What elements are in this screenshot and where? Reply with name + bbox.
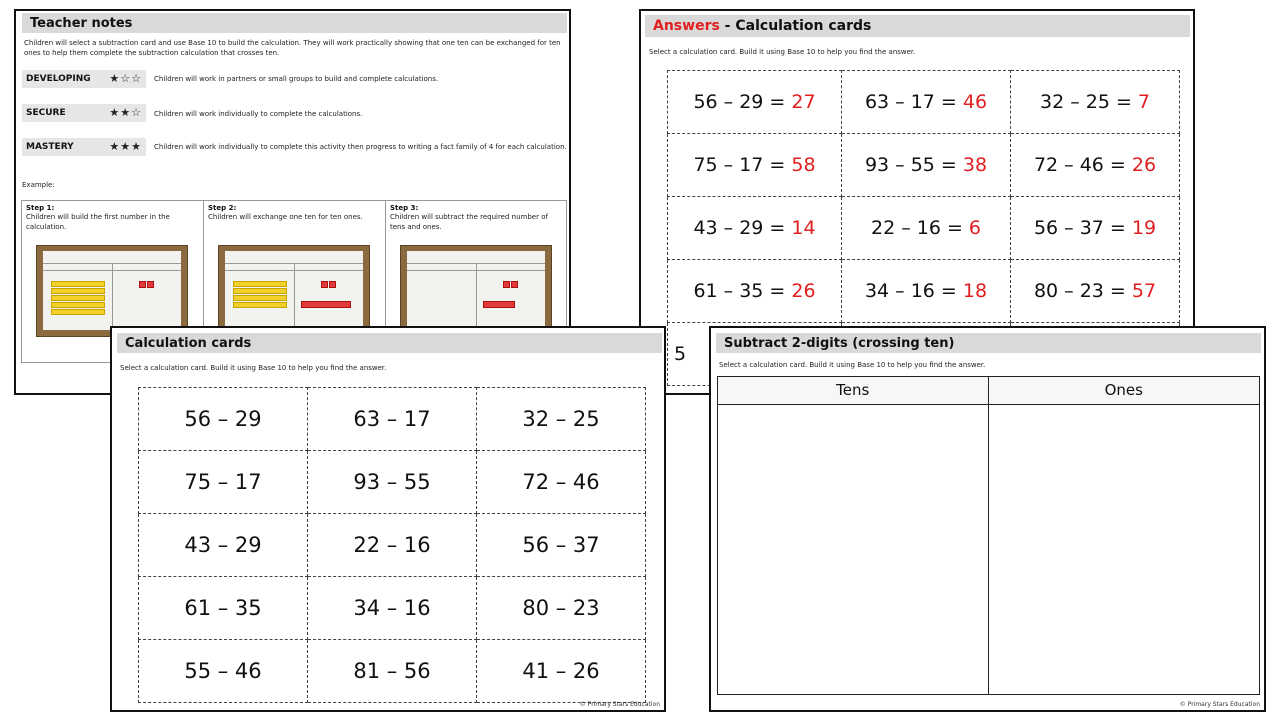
answer-card[interactable]: 72 – 46 = 26 [1011,134,1180,197]
place-value-chart [717,376,1260,695]
calculation-card[interactable]: 56 – 37 [477,514,646,577]
step-text: Children will build the first number in the calculation. [26,213,170,231]
step-heading: Step 2: [208,204,237,212]
table-row [668,134,1180,197]
place-value-board-photo [218,245,370,337]
table-row [668,197,1180,260]
place-value-board-photo [400,245,552,337]
tens-header: Tens [718,377,988,405]
calculation-card[interactable]: 56 – 29 [139,388,308,451]
answer-card[interactable]: 34 – 16 = 18 [842,260,1011,323]
answers-title [645,15,1190,37]
step-text: Children will exchange one ten for ten ones. [208,213,363,221]
calculation-card[interactable]: 32 – 25 [477,388,646,451]
table-row [139,514,646,577]
level-description: Children will work individually to complete this activity then progress to writing a fact family of 4 for each calculation. [154,143,567,151]
step-heading: Step 1: [26,204,55,212]
answer-card[interactable]: 93 – 55 = 38 [842,134,1011,197]
calculation-card[interactable]: 72 – 46 [477,451,646,514]
table-row [139,451,646,514]
step-text: Children will subtract the required number of tens and ones. [390,213,548,231]
star-rating-icon: ★★☆ [109,106,142,119]
calculation-card[interactable]: 43 – 29 [139,514,308,577]
table-row [668,260,1180,323]
answers-instruction: Select a calculation card. Build it using Base 10 to help you find the answer. [649,48,916,56]
tens-column [718,377,989,694]
subtract-instruction: Select a calculation card. Build it using Base 10 to help you find the answer. [719,361,986,369]
level-name: MASTERY [26,142,74,152]
calculation-card[interactable]: 93 – 55 [308,451,477,514]
answer-card[interactable]: 75 – 17 = 58 [668,134,842,197]
table-row [139,640,646,703]
calculation-card[interactable]: 63 – 17 [308,388,477,451]
answers-title-highlight: Answers [653,18,720,34]
level-name: SECURE [26,108,66,118]
calculation-card[interactable]: 80 – 23 [477,577,646,640]
subtract-slide [709,326,1266,712]
calculation-card[interactable]: 75 – 17 [139,451,308,514]
subtract-title: Subtract 2-digits (crossing ten) [716,333,1261,353]
table-row [668,71,1180,134]
answer-card[interactable]: 43 – 29 = 14 [668,197,842,260]
calculation-card[interactable]: 41 – 26 [477,640,646,703]
answer-card[interactable]: 22 – 16 = 6 [842,197,1011,260]
answer-card[interactable]: 61 – 35 = 26 [668,260,842,323]
step-heading: Step 3: [390,204,419,212]
calculation-cards-instruction: Select a calculation card. Build it using Base 10 to help you find the answer. [120,364,387,372]
calculation-cards-title: Calculation cards [117,333,662,353]
star-rating-icon: ★★★ [109,140,142,153]
answer-card[interactable]: 63 – 17 = 46 [842,71,1011,134]
calculation-card[interactable]: 22 – 16 [308,514,477,577]
level-description: Children will work individually to complete the calculations. [154,110,363,118]
answer-card[interactable]: 32 – 25 = 7 [1011,71,1180,134]
table-row [139,388,646,451]
level-mastery [22,138,146,156]
calculation-card[interactable]: 55 – 46 [139,640,308,703]
teacher-notes-title: Teacher notes [22,13,567,33]
calculation-card[interactable]: 81 – 56 [308,640,477,703]
table-row [139,577,646,640]
level-description: Children will work in partners or small groups to build and complete calculations. [154,75,439,83]
calculation-card[interactable]: 61 – 35 [139,577,308,640]
calculation-cards-slide [110,326,666,712]
level-developing [22,70,146,88]
answer-card[interactable]: 56 – 37 = 19 [1011,197,1180,260]
level-name: DEVELOPING [26,74,91,84]
answer-card[interactable]: 56 – 29 = 27 [668,71,842,134]
level-secure [22,104,146,122]
star-rating-icon: ★☆☆ [109,72,142,85]
teacher-notes-intro: Children will select a subtraction card and use Base 10 to build the calculation. They will work practically showing that one ten can be exchanged for ten ones to help them complete the subtraction calculation that crosses ten. [24,39,561,57]
example-label: Example: [22,181,55,189]
answer-card[interactable]: 5 [668,323,842,386]
place-value-board-photo [36,245,188,337]
ones-header: Ones [989,377,1260,405]
copyright-footer: © Primary Stars Education [1179,701,1260,708]
calculation-cards-grid [138,387,646,703]
answer-card[interactable]: 80 – 23 = 57 [1011,260,1180,323]
copyright-footer: © Primary Stars Education [579,701,660,708]
ones-column [989,377,1260,694]
calculation-card[interactable]: 34 – 16 [308,577,477,640]
answers-title-rest: - Calculation cards [719,18,872,34]
